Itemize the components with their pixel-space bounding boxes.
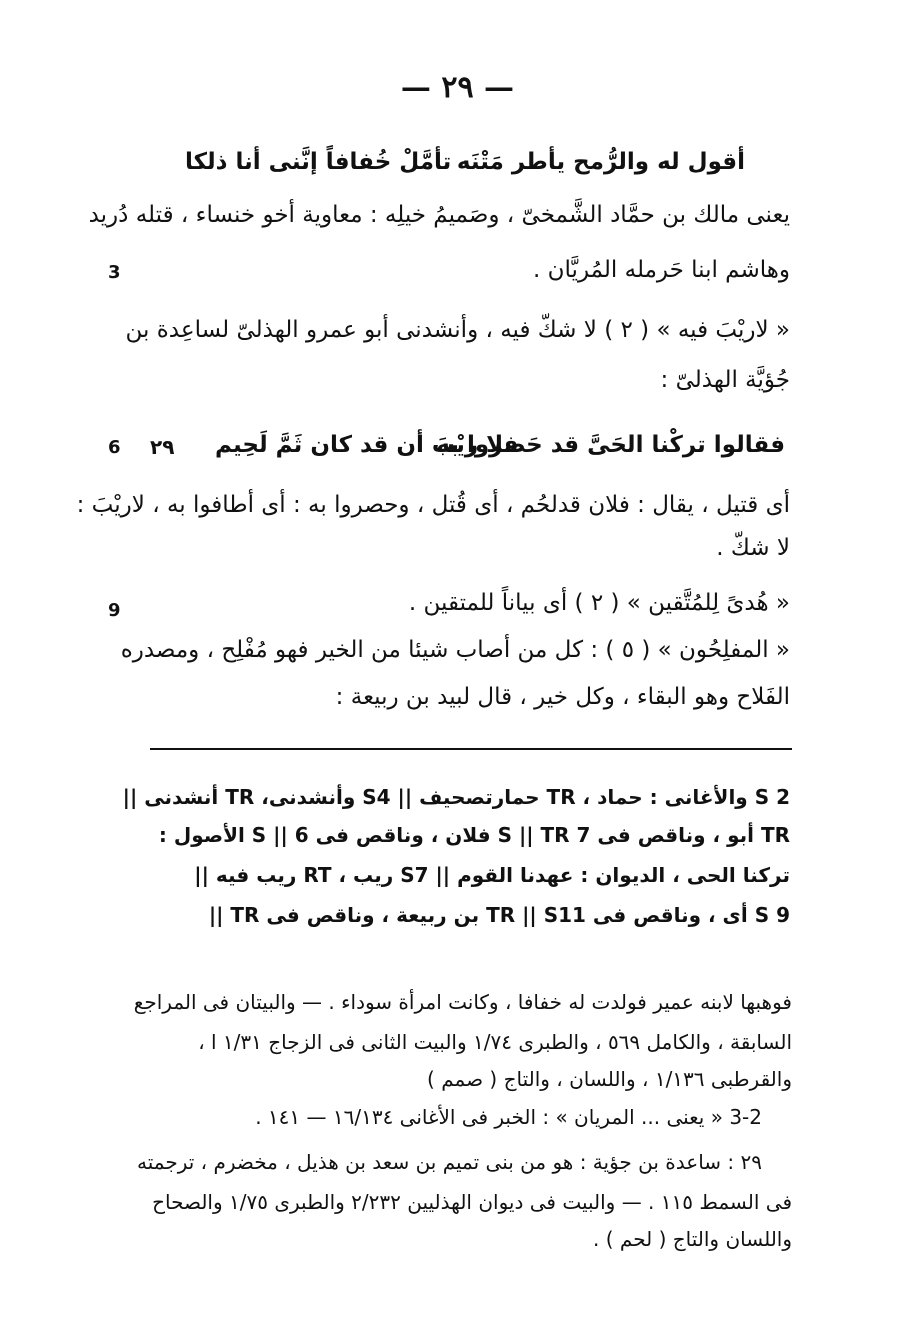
text-line-10: « المفلِحُون » ( ٥ ) : كل من أصاب شيئا من الخير فهو مُفْلِح ، ومصدره <box>120 637 790 663</box>
apparatus-line-4: S 9 أى ، وناقص فى TR || S11 بن ربيعة ، وناقص فى TR || <box>208 903 790 927</box>
text-line-8: لا شكّ . <box>716 535 790 561</box>
text-line-11: الفَلاح وهو البقاء ، وكل خير ، قال لبيد بن ربيعة : <box>335 684 790 710</box>
verse-2-second-hemistich: فلا ريْبَ أن قد كان ثَمَّ لَحِيم <box>215 432 519 458</box>
margin-line-number-6: 6 <box>108 437 121 458</box>
apparatus-line-3: تركنا الحى ، الديوان : عهدنا القوم || S7 ريب ، RT ريب فيه || <box>194 863 790 887</box>
margin-line-number-9: 9 <box>108 600 121 621</box>
text-line-9: « هُدىً لِلمُتَّقين » ( ٢ ) أى بياناً للمتقين . <box>408 590 790 616</box>
note-line-3: والقرطبى ١/١٣٦ ، واللسان ، والتاج ( صمم ) <box>427 1067 792 1091</box>
page-number: — ٢٩ — <box>400 70 515 105</box>
margin-line-number-3: 3 <box>108 262 121 283</box>
note-line-2: السابقة ، والكامل ٥٦٩ ، والطبرى ١/٧٤ والبيت الثانى فى الزجاج ١/٣١ ا ، <box>198 1030 792 1054</box>
text-line-7: أى قتيل ، يقال : فلان قدلحُم ، أى قُتل ، وحصروا به : أى أطافوا به ، لاريْبَ : <box>76 492 790 518</box>
verse-1-first-hemistich: أقول له والرُّمح يأطر مَتْنَه <box>456 149 745 175</box>
verse-1-second-hemistich: تأمَّلْ خُفافاً إنَّنى أنا ذلكا <box>185 149 452 175</box>
apparatus-separator-rule <box>150 748 792 750</box>
text-line-3: وهاشم ابنا حَرمله المُريَّان . <box>533 257 790 283</box>
text-line-4: « لاريْبَ فيه » ( ٢ ) لا شكّ فيه ، وأنشدنى أبو عمرو الهذلىّ لساعِدة بن <box>125 317 790 343</box>
verse-2-first-hemistich: فقالوا تركْنا الحَىَّ قد حَصروا به <box>436 432 785 458</box>
note-line-6: فى السمط ١١٥ . — والبيت فى ديوان الهذليين ٢/٢٣٢ والطبرى ١/٧٥ والصحاح <box>152 1190 792 1214</box>
apparatus-line-2: TR أبو ، وناقص فى S || TR 7 فلان ، وناقص فى S || 6 الأصول : <box>158 823 790 847</box>
note-line-7: واللسان والتاج ( لحم ) . <box>593 1227 792 1251</box>
note-line-5: ٢٩ : ساعدة بن جؤية : هو من بنى تميم بن سعد بن هذيل ، مخضرم ، ترجمته <box>137 1150 762 1174</box>
verse-number: ٢٩ <box>150 435 175 459</box>
note-line-1: فوهبها لابنه عمير فولدت له خفافا ، وكانت امرأة سوداء . — والبيتان فى المراجع <box>133 990 792 1014</box>
text-line-5: جُؤيَّة الهذلىّ : <box>660 367 790 393</box>
apparatus-line-1: S 2 والأغانى : حماد ، TR حمارتصحيف || S4 وأنشدنى، TR أنشدنى || <box>122 785 790 809</box>
text-line-2: يعنى مالك بن حمَّاد الشَّمخىّ ، وصَميمُ خيلِه : معاوية أخو خنساء ، قتله دُريد <box>88 202 790 228</box>
note-line-4: 3-2 « يعنى ... المريان » : الخبر فى الأغانى ١٦/١٣٤ — ١٤١ . <box>255 1105 762 1129</box>
